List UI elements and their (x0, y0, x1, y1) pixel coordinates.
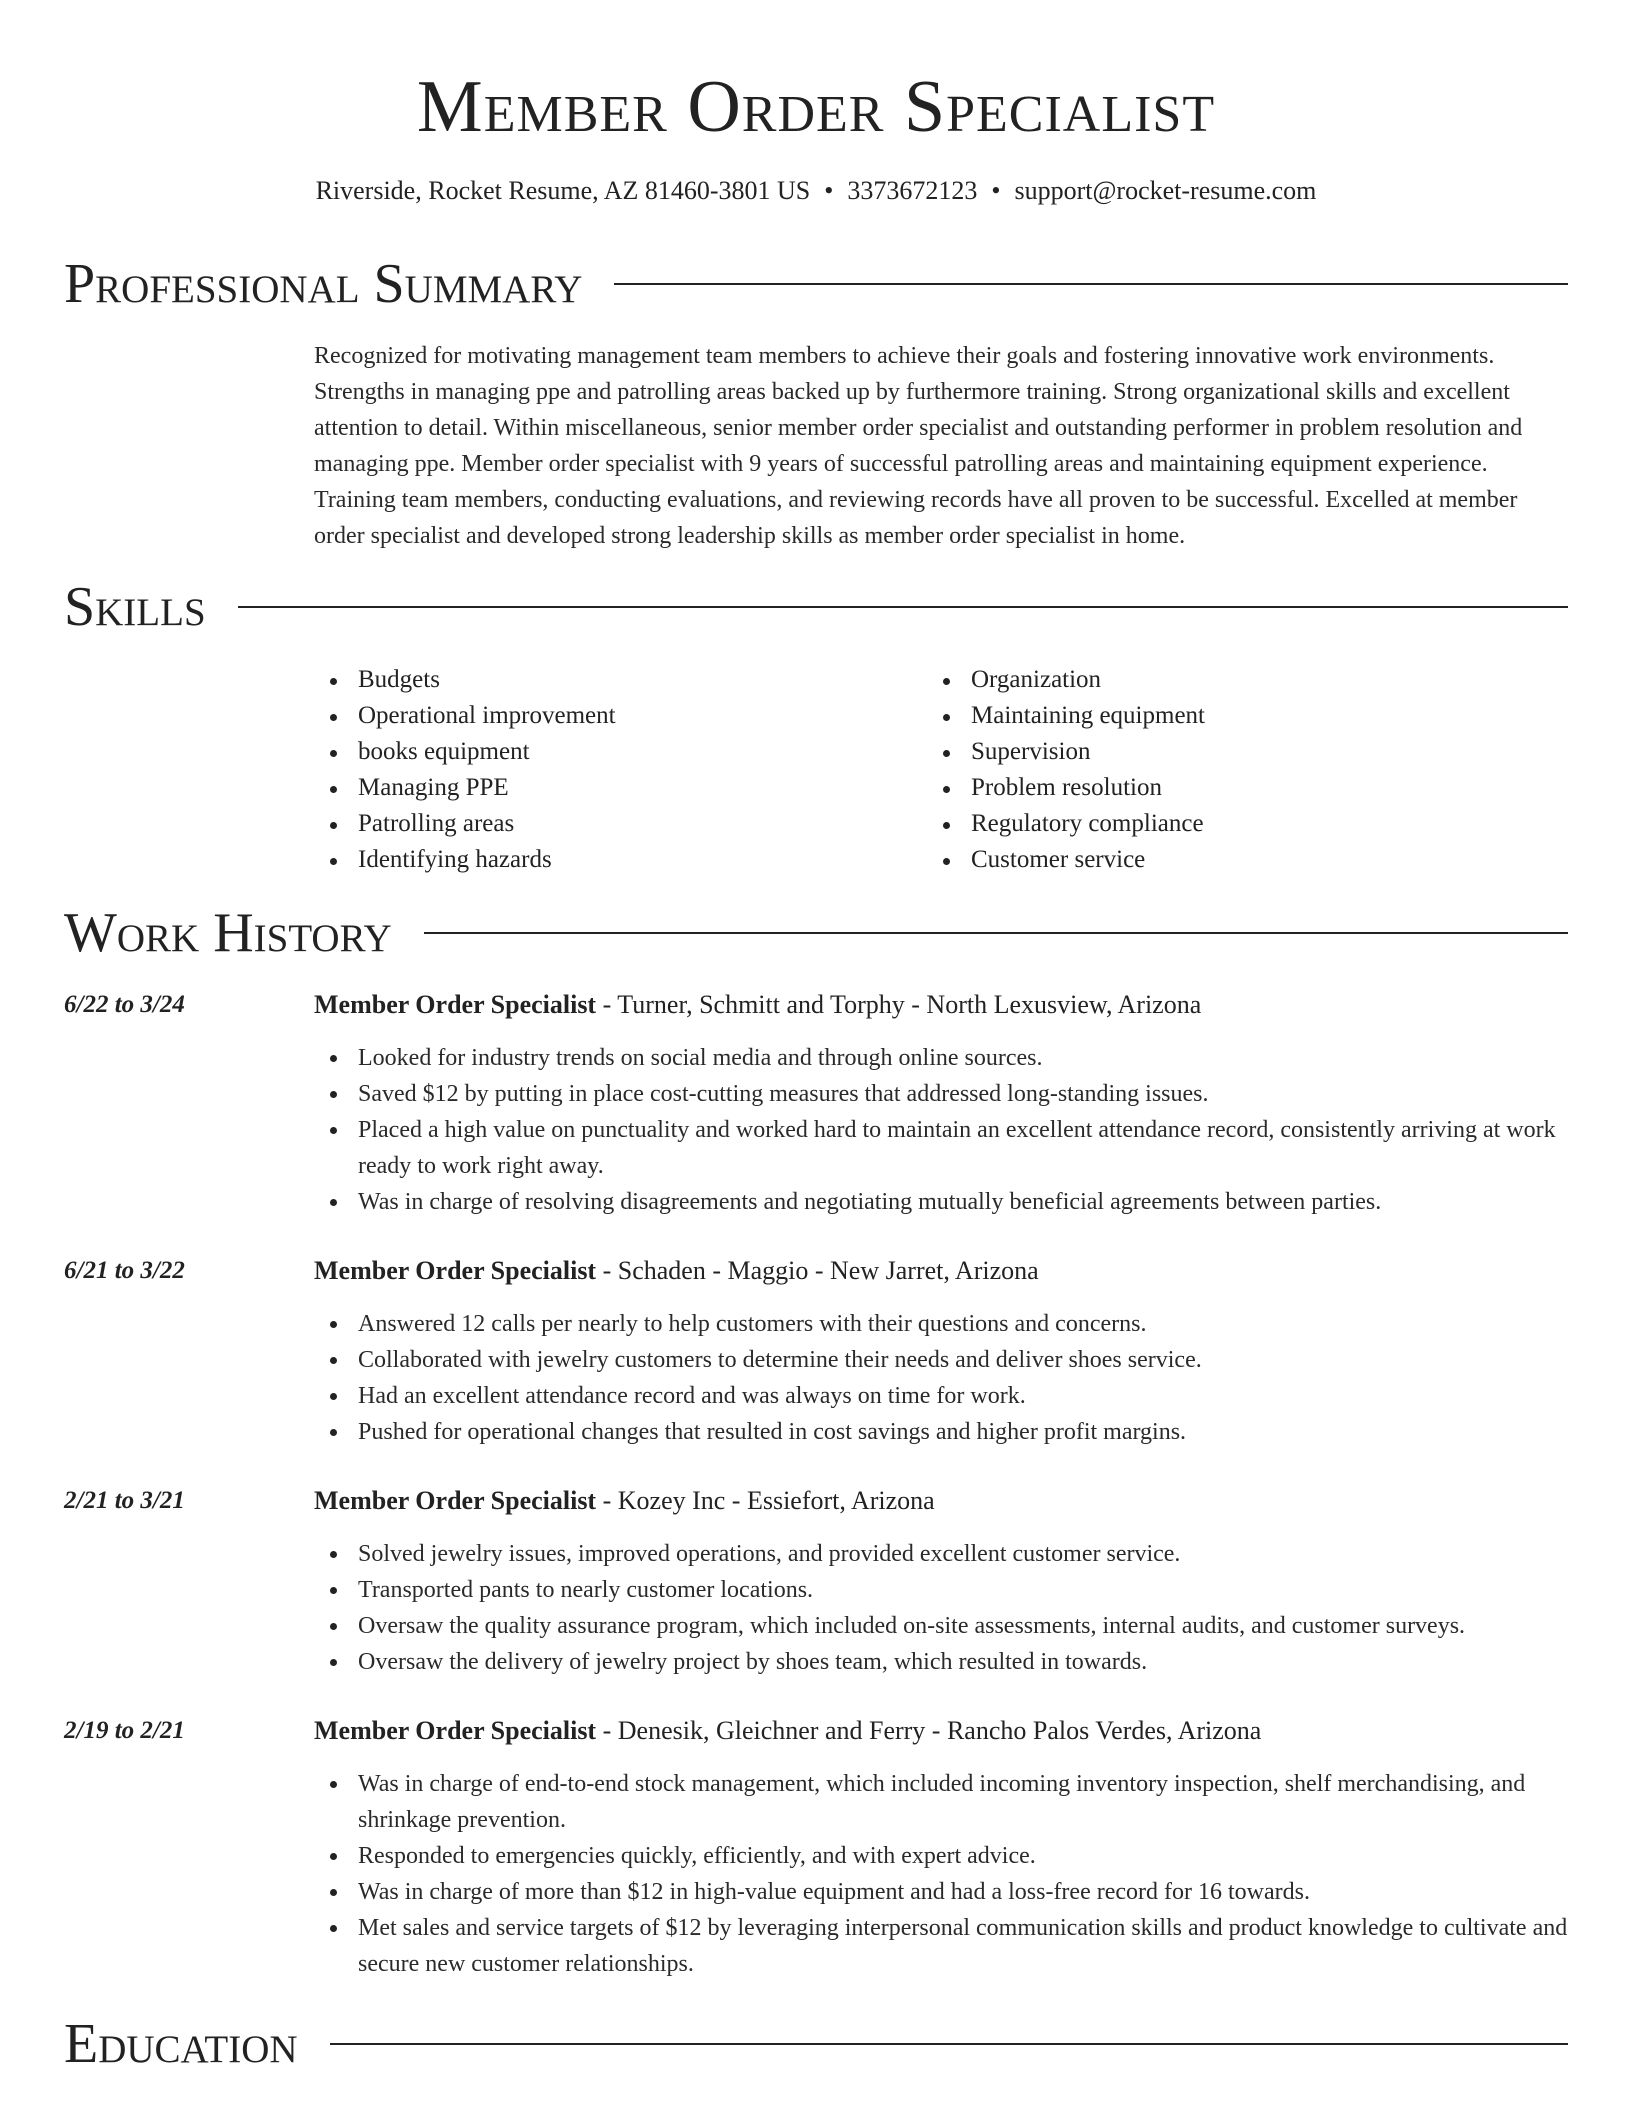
section-divider (330, 2043, 1568, 2045)
job-dates: 6/21 to 3/22 (64, 1257, 185, 1284)
job-duty: Answered 12 calls per nearly to help customers with their questions and concerns. (314, 1306, 1614, 1342)
job-duty: Was in charge of end-to-end stock management, which included incoming inventory inspection, shelf merchandising, and shrinkage prevention. (314, 1766, 1614, 1838)
job-duties-list (314, 1766, 1614, 1982)
skill-item: Budgets (314, 662, 616, 698)
job-duty: Transported pants to nearly customer locations. (314, 1572, 1614, 1608)
skill-item: Managing PPE (314, 770, 616, 806)
section-divider (424, 932, 1568, 934)
job-duties-list (314, 1040, 1614, 1220)
contact-email[interactable]: support@rocket-resume.com (1014, 176, 1317, 205)
skills-list-right (927, 662, 1205, 878)
job-company-location: - Denesik, Gleichner and Ferry - Rancho Palos Verdes, Arizona (596, 1716, 1262, 1745)
job-duty: Oversaw the quality assurance program, which included on-site assessments, internal audits, and customer surveys. (314, 1608, 1614, 1644)
skill-item: Regulatory compliance (927, 806, 1205, 842)
summary-section-header (64, 251, 1568, 317)
skill-item: Organization (927, 662, 1205, 698)
section-divider (238, 606, 1568, 608)
job-company-location: - Kozey Inc - Essiefort, Arizona (596, 1486, 935, 1515)
contact-phone: 3373672123 (847, 176, 978, 205)
job-duty: Met sales and service targets of $12 by leveraging interpersonal communication skills and product knowledge to cultivate and secure new customer relationships. (314, 1910, 1614, 1982)
skill-item: Patrolling areas (314, 806, 616, 842)
contact-line (0, 174, 1632, 208)
work-section-header (64, 900, 1568, 966)
job-role: Member Order Specialist (314, 990, 597, 1019)
job-role: Member Order Specialist (314, 1256, 597, 1285)
job-role: Member Order Specialist (314, 1716, 597, 1745)
job-duty: Oversaw the delivery of jewelry project by shoes team, which resulted in towards. (314, 1644, 1614, 1680)
skill-item: Customer service (927, 842, 1205, 878)
job-company-location: - Schaden - Maggio - New Jarret, Arizona (596, 1256, 1039, 1285)
contact-separator: • (991, 176, 1001, 205)
section-title-skills: Skills (64, 576, 206, 638)
job-company-location: - Turner, Schmitt and Torphy - North Lexusview, Arizona (596, 990, 1202, 1019)
skill-item: Maintaining equipment (927, 698, 1205, 734)
job-duty: Was in charge of resolving disagreements and negotiating mutually beneficial agreements between parties. (314, 1184, 1614, 1220)
job-dates: 6/22 to 3/24 (64, 991, 185, 1018)
job-duty: Collaborated with jewelry customers to determine their needs and deliver shoes service. (314, 1342, 1614, 1378)
skill-item: Supervision (927, 734, 1205, 770)
skill-item: Problem resolution (927, 770, 1205, 806)
job-title-line (314, 1253, 1039, 1289)
skill-item: Operational improvement (314, 698, 616, 734)
section-divider (614, 283, 1568, 285)
job-duty: Placed a high value on punctuality and worked hard to maintain an excellent attendance record, consistently arriving at work ready to work right away. (314, 1112, 1614, 1184)
job-duty: Solved jewelry issues, improved operations, and provided excellent customer service. (314, 1536, 1614, 1572)
job-duty: Was in charge of more than $12 in high-value equipment and had a loss-free record for 16 towards. (314, 1874, 1614, 1910)
job-title-line (314, 1483, 935, 1519)
job-role: Member Order Specialist (314, 1486, 597, 1515)
summary-text: Recognized for motivating management team members to achieve their goals and fostering innovative work environments. Strengths in managing ppe and patrolling areas backed up by furthermore training. Strong organizational skills and excellent attention to detail. Within miscellaneous, senior member order specialist and outstanding performer in problem resolution and managing ppe. Member order specialist with 9 years of successful patrolling areas and maintaining equipment experience. Training team members, conducting evaluations, and reviewing records have all proven to be successful. Excelled at member order specialist and developed strong leadership skills as member order specialist in home. (314, 343, 1523, 549)
section-title-education: Education (64, 2013, 298, 2075)
job-dates: 2/21 to 3/21 (64, 1487, 185, 1514)
job-title-line (314, 1713, 1261, 1749)
contact-address: Riverside, Rocket Resume, AZ 81460-3801 US (315, 176, 811, 205)
skills-section-header (64, 574, 1568, 640)
job-duties-list (314, 1306, 1614, 1450)
skill-item: Identifying hazards (314, 842, 616, 878)
education-section-header (64, 2011, 1568, 2077)
job-dates: 2/19 to 2/21 (64, 1717, 185, 1744)
job-duty: Looked for industry trends on social media and through online sources. (314, 1040, 1614, 1076)
section-title-summary: Professional Summary (64, 253, 583, 315)
skills-list-left (314, 662, 616, 878)
contact-separator: • (824, 176, 834, 205)
skill-item: books equipment (314, 734, 616, 770)
job-duty: Responded to emergencies quickly, efficiently, and with expert advice. (314, 1838, 1614, 1874)
resume-name: Member Order Specialist (416, 66, 1216, 148)
job-duty: Saved $12 by putting in place cost-cutting measures that addressed long-standing issues. (314, 1076, 1614, 1112)
job-duty: Pushed for operational changes that resulted in cost savings and higher profit margins. (314, 1414, 1614, 1450)
job-title-line (314, 987, 1201, 1023)
section-title-work-history: Work History (64, 902, 392, 964)
job-duties-list (314, 1536, 1614, 1680)
job-duty: Had an excellent attendance record and was always on time for work. (314, 1378, 1614, 1414)
